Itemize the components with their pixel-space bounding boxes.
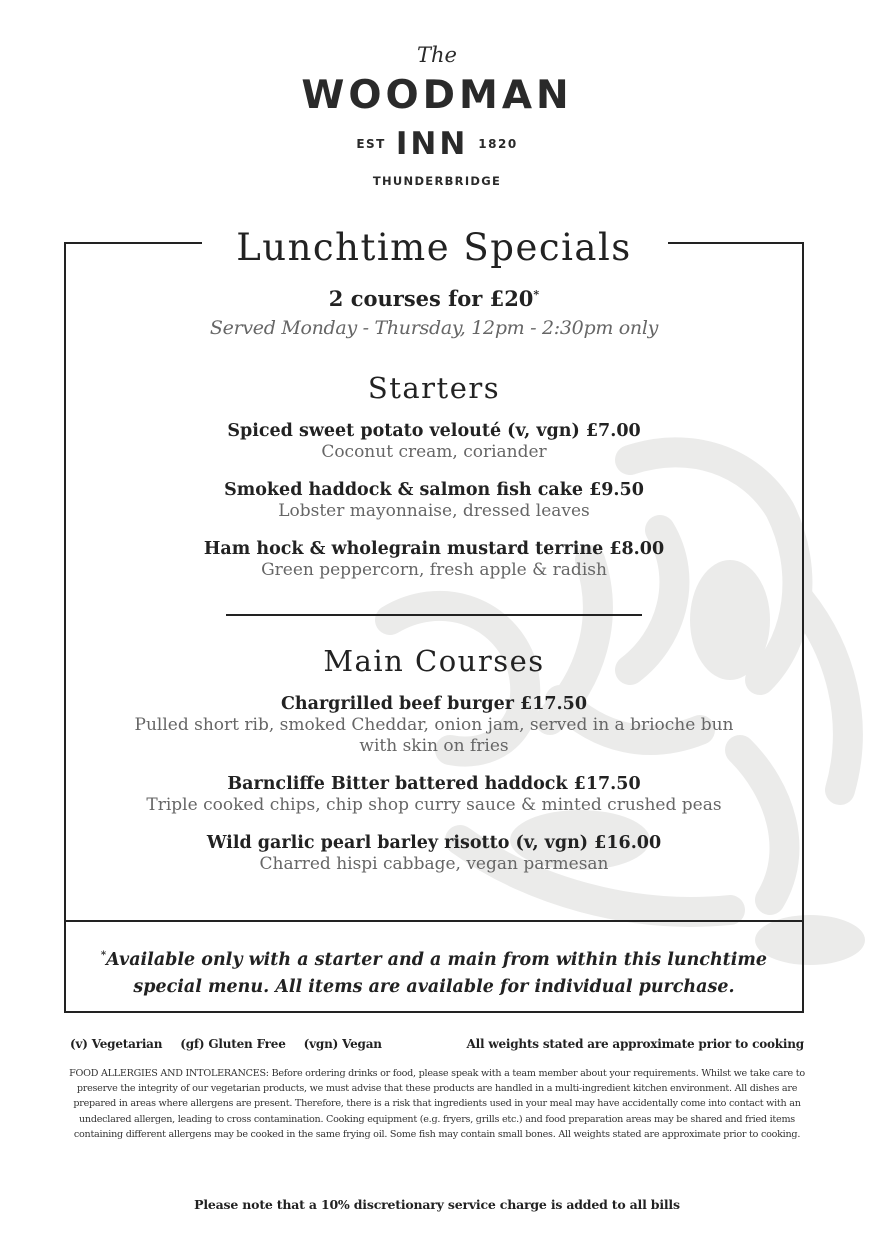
logo-place: THUNDERBRIDGE: [372, 174, 502, 188]
menu-item: [64, 832, 804, 875]
legend-vegetarian: (v) Vegetarian: [70, 1037, 163, 1051]
menu-item: [64, 538, 804, 581]
logo: [0, 44, 874, 188]
menu-title: Lunchtime Specials: [236, 226, 632, 269]
menu-item: [64, 479, 804, 522]
logo-inn: INN: [395, 126, 469, 162]
legend-weights: All weights stated are approximate prior to cooking: [466, 1037, 804, 1051]
offer-line: [64, 282, 804, 312]
logo-est: EST: [356, 137, 386, 151]
allergy-notice: FOOD ALLERGIES AND INTOLERANCES: Before ordering drinks or food, please speak with a team member about your requirements. Whilst we take care to preserve the integrity of our vegetarian products, we must advise that these products are handled in a multi-ingredient kitchen environment. All dishes are prepared in areas where allergens are present. Therefore, there is a risk that ingredients used in your meal may have accidentally come into contact with an undeclared allergen, leading to cross contamination. Cooking equipment (e.g. fryers, grills etc.) and food preparation areas may be shared and fried items containing different allergens may be cooked in the same frying oil. Some fish may contain small bones. All weights stated are approximate prior to cooking.: [69, 1068, 805, 1140]
section-divider: [226, 614, 642, 616]
item-name: Spiced sweet potato velouté (v, vgn) £7.00: [227, 421, 641, 441]
service-charge-note: Please note that a 10% discretionary service charge is added to all bills: [194, 1197, 680, 1212]
item-desc: Pulled short rib, smoked Cheddar, onion jam, served in a brioche bun with skin on fries: [134, 715, 734, 756]
menu-item: [64, 693, 804, 757]
menu-item: [64, 420, 804, 463]
item-desc: Triple cooked chips, chip shop curry sauce & minted crushed peas: [146, 795, 722, 815]
logo-inn-row: [0, 128, 874, 160]
footnote-text: Available only with a starter and a main from within this lunchtime special menu. All items are available for individual purchase.: [106, 949, 768, 997]
footnote-mark: *: [100, 950, 107, 961]
item-name: Smoked haddock & salmon fish cake £9.50: [224, 480, 644, 500]
item-name: Barncliffe Bitter battered haddock £17.50: [227, 774, 641, 794]
offer-text: 2 courses for £20: [328, 286, 534, 311]
item-name: Chargrilled beef burger £17.50: [280, 694, 588, 714]
item-name: Ham hock & wholegrain mustard terrine £8.00: [203, 539, 665, 559]
logo-name: WOODMAN: [301, 73, 573, 118]
mains-title: Main Courses: [323, 644, 545, 678]
item-desc: Charred hispi cabbage, vegan parmesan: [259, 854, 609, 874]
logo-the: The: [417, 43, 457, 67]
item-desc: Lobster mayonnaise, dressed leaves: [278, 501, 590, 521]
legend-keys: [70, 1037, 396, 1051]
legend-gluten-free: (gf) Gluten Free: [180, 1037, 286, 1051]
item-desc: Coconut cream, coriander: [321, 442, 547, 462]
menu-item: [64, 773, 804, 816]
served-times: Served Monday - Thursday, 12pm - 2:30pm only: [209, 317, 659, 339]
offer-mark: *: [533, 288, 540, 301]
dietary-legend: [70, 1037, 804, 1051]
starters-title: Starters: [367, 371, 501, 405]
menu-content: [64, 224, 804, 875]
logo-year: 1820: [478, 137, 518, 151]
offer-footnote: [64, 942, 804, 1001]
legend-vegan: (vgn) Vegan: [303, 1037, 382, 1051]
item-desc: Green peppercorn, fresh apple & radish: [261, 560, 607, 580]
item-name: Wild garlic pearl barley risotto (v, vgn) £16.00: [206, 833, 662, 853]
footnote-divider: [64, 920, 804, 922]
